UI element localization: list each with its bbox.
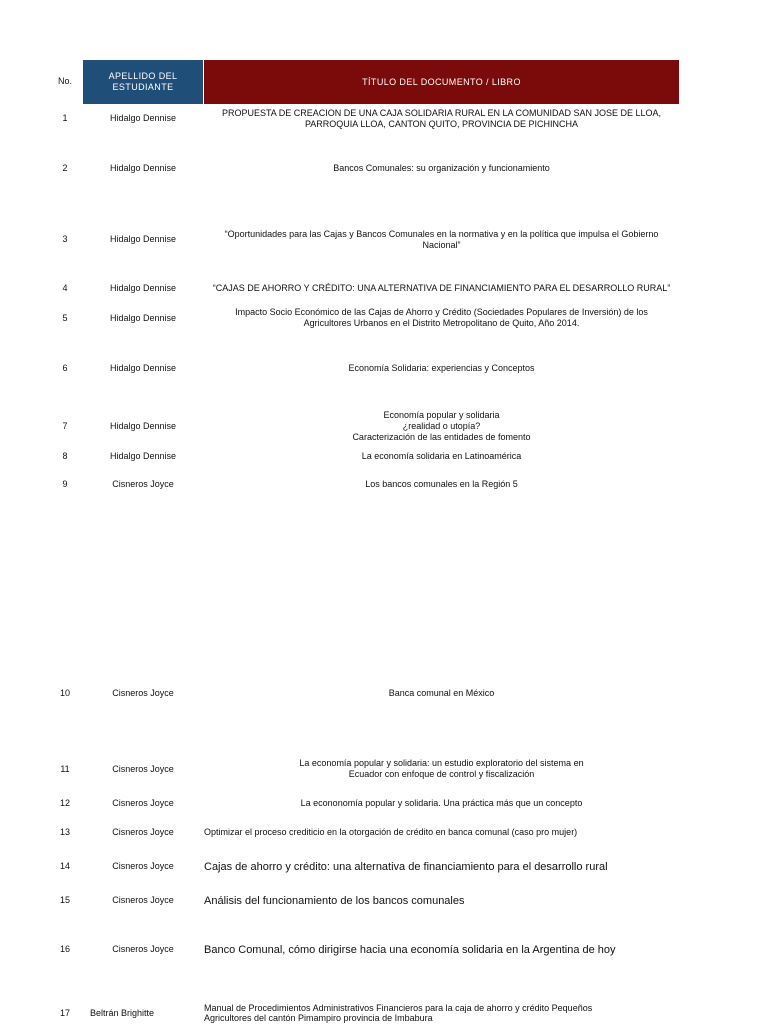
document-title [204,363,679,374]
document-title [204,108,679,130]
row-number: 15 [59,895,70,905]
row-number: 4 [62,283,68,293]
title-line: Manual de Procedimientos Administrativos Financieros para la caja de ahorro y crédito Pequeños [204,1003,593,1013]
student-name: Cisneros Joyce [112,827,174,837]
row-number: 7 [62,421,68,431]
document-title [204,229,679,251]
document-title [204,758,679,780]
row-number: 11 [60,764,70,774]
document-title [204,944,679,957]
row-number: 9 [62,479,68,489]
student-name: Hidalgo Dennise [109,163,177,173]
row-number: 14 [59,861,70,871]
title-line: PROPUESTA DE CREACION DE UNA CAJA SOLIDARIA RURAL EN LA COMUNIDAD SAN JOSE DE LLOA, [221,108,662,118]
student-name: Hidalgo Dennise [109,451,177,461]
title-line: “Oportunidades para las Cajas y Bancos Comunales en la normativa y en la política que impulsa el Gobierno [224,229,659,239]
header-apellido-del-estudiante [83,60,203,104]
title-line: Economía Solidaria: experiencias y Conceptos [348,363,535,373]
document-title [204,798,679,809]
title-line: Análisis del funcionamiento de los bancos comunales [204,895,465,907]
student-name: Beltrán Brighitte [89,1008,155,1018]
student-name: Cisneros Joyce [112,861,174,871]
title-line: ¿realidad o utopía? [402,421,481,431]
title-line: Impacto Socio Económico de las Cajas de Ahorro y Crédito (Sociedades Populares de Inversión) de los [235,307,648,317]
title-line: Agricultores del cantón Pimampiro provincia de Imbabura [204,1013,433,1023]
row-number: 6 [62,363,68,373]
document-title [204,307,679,329]
row-number: 8 [62,451,68,461]
title-line: Bancos Comunales: su organización y funcionamiento [333,163,550,173]
title-line: La economía solidaria en Latinoamérica [361,451,522,461]
student-name: Cisneros Joyce [112,688,174,698]
title-line: La econonomía popular y solidaria. Una práctica más que un concepto [300,798,583,808]
document-title [204,451,679,462]
row-number: 1 [62,113,68,123]
title-line: Banco Comunal, cómo dirigirse hacia una economía solidaria en la Argentina de hoy [204,944,616,956]
row-number: 5 [62,313,68,323]
title-line: Nacional” [422,240,461,250]
document-title [204,895,679,908]
title-line: Los bancos comunales en la Región 5 [365,479,518,489]
row-number: 16 [59,944,70,954]
student-name: Hidalgo Dennise [109,421,177,431]
row-number: 12 [59,798,70,808]
title-line: Caracterización de las entidades de fomento [352,432,531,442]
title-line: La economía popular y solidaria: un estudio exploratorio del sistema en [299,758,584,768]
row-number: 13 [59,827,70,837]
document-title [204,410,679,443]
title-line: Cajas de ahorro y crédito: una alternativa de financiamiento para el desarrollo rural [204,861,608,873]
student-name: Hidalgo Dennise [109,113,177,123]
document-title [204,827,679,837]
title-line: Ecuador con enfoque de control y fiscalización [348,769,535,779]
document-title [204,283,679,294]
document-title [204,688,679,699]
document-title [204,163,679,174]
student-name: Cisneros Joyce [112,764,174,774]
document-title [204,479,679,490]
student-name: Cisneros Joyce [112,798,174,808]
student-name: Cisneros Joyce [112,944,174,954]
student-name: Hidalgo Dennise [109,234,177,244]
header-titulo-del-documento [204,60,679,104]
document-title [204,1003,679,1023]
title-line: PARROQUIA LLOA, CANTON QUITO, PROVINCIA DE PICHINCHA [304,119,579,129]
title-line: Agricultores Urbanos en el Distrito Metropolitano de Quito, Año 2014. [303,318,580,328]
student-name: Hidalgo Dennise [109,283,177,293]
student-name: Cisneros Joyce [112,479,174,489]
title-line: Banca comunal en México [388,688,495,698]
title-line: “CAJAS DE AHORRO Y CRÉDITO: UNA ALTERNATIVA DE FINANCIAMIENTO PARA EL DESARROLLO RURAL” [212,283,671,293]
student-name: Cisneros Joyce [112,895,174,905]
document-title [204,861,679,874]
title-line: Economía popular y solidaria [383,410,500,420]
student-name: Hidalgo Dennise [109,363,177,373]
header-no: No. [57,76,72,86]
header-apellido-label: APELLIDO DEL ESTUDIANTE [108,71,178,92]
student-name: Hidalgo Dennise [109,313,177,323]
header-titulo-label: TÍTULO DEL DOCUMENTO / LIBRO [362,77,521,87]
row-number: 10 [59,688,70,698]
row-number: 17 [59,1008,70,1018]
row-number: 2 [62,163,68,173]
row-number: 3 [62,234,68,244]
title-line: Optimizar el proceso crediticio en la otorgación de crédito en banca comunal (caso pro mujer) [204,827,578,837]
